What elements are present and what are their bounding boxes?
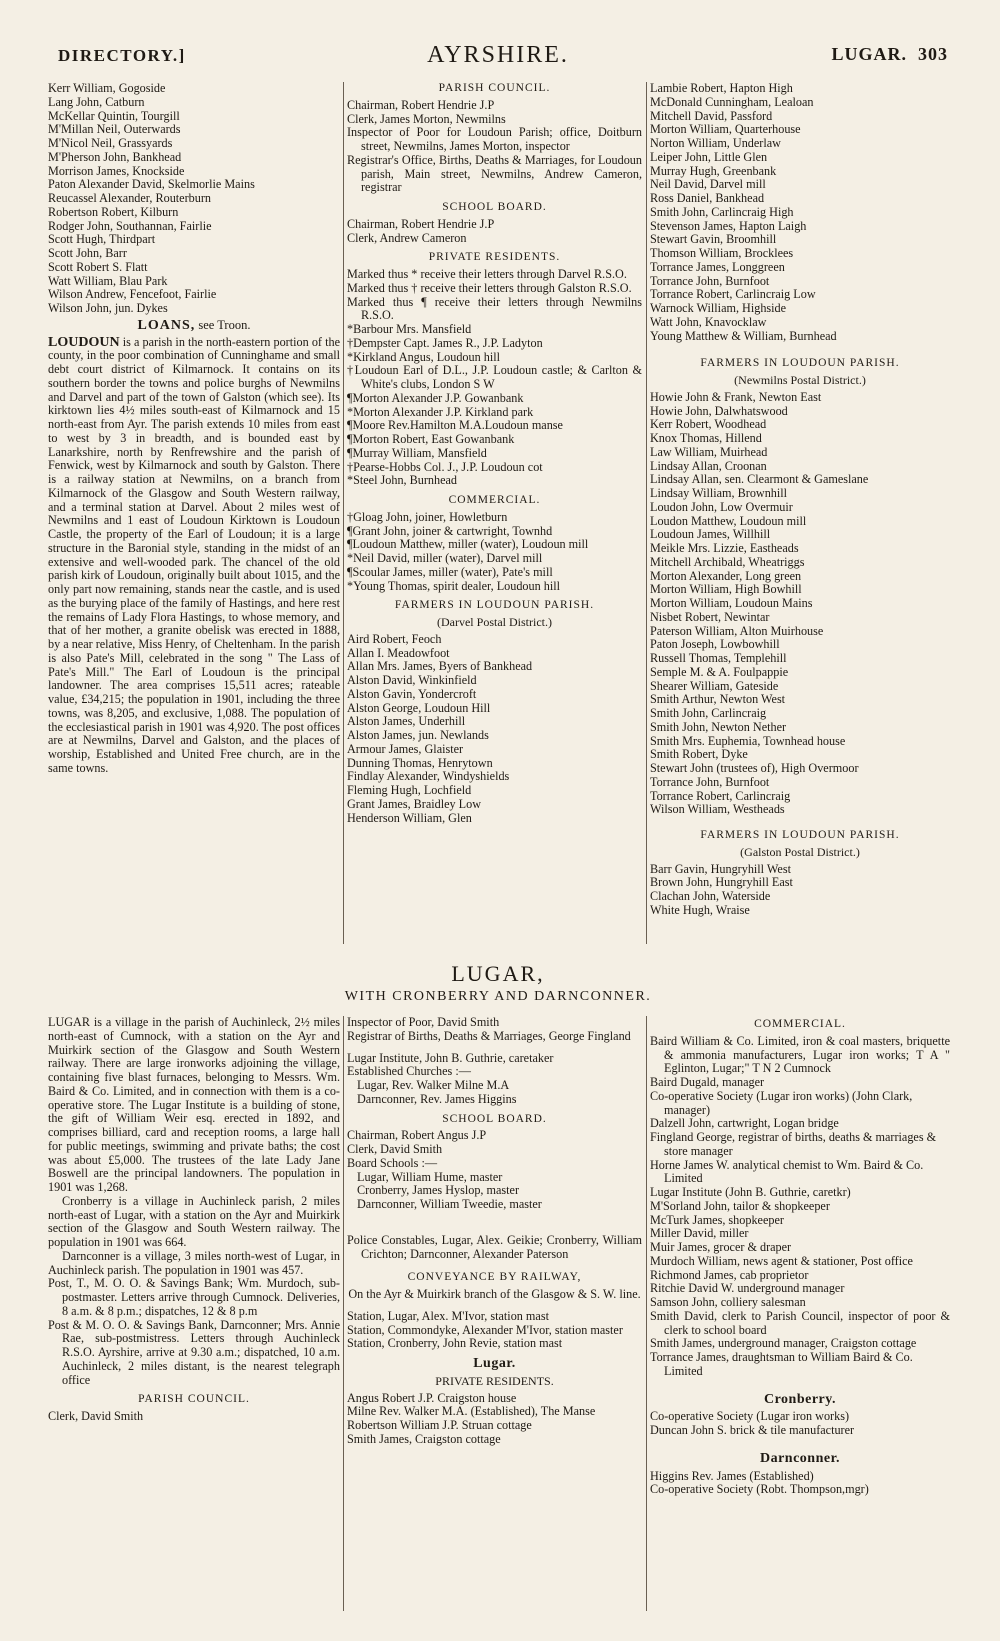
entry: Chairman, Robert Hendrie J.P	[347, 98, 495, 112]
cronberry-description: Cronberry is a village in Auchinleck parish, 2 miles north-east of Lugar, with a station on the Ayr and Muirkirk section of the Glasgow and South Western railway. The population in 1901 was 664.	[48, 1194, 340, 1249]
entry: Wilson William, Westheads	[650, 803, 785, 817]
entry: Semple M. & A. Foulpappie	[650, 665, 789, 679]
entry: Board Schools :—	[347, 1156, 438, 1170]
bottom-column-3	[650, 1016, 950, 1497]
entry: Smith John, Carlincraig	[650, 707, 767, 720]
parish-council-heading: PARISH COUNCIL.	[438, 82, 551, 94]
entry: Samson John, colliery salesman	[650, 1296, 806, 1309]
entry: Lang John, Catburn	[48, 95, 145, 109]
entry: Allan Mrs. James, Byers of Bankhead	[347, 660, 533, 674]
note: Marked thus † receive their letters through Galston R.S.O.	[347, 281, 632, 295]
entry: *Neil David, miller (water), Darvel mill	[347, 552, 543, 565]
farmers-newmilns-subheading: (Newmilns Postal District.)	[734, 374, 866, 387]
farmers-newmilns-heading: FARMERS IN LOUDOUN PARISH.	[700, 357, 900, 370]
entry: Robertson William J.P. Struan cottage	[347, 1419, 532, 1432]
entry: Stewart John (trustees of), High Overmoor	[650, 762, 859, 775]
entry: Clerk, James Morton, Newmilns	[347, 112, 506, 126]
entry: Young Matthew & William, Burnhead	[650, 329, 837, 343]
entry: Allan I. Meadowfoot	[347, 646, 450, 660]
entry: Alston James, jun. Newlands	[347, 729, 489, 742]
entry: ¶Moore Rev.Hamilton M.A.Loudoun manse	[347, 419, 563, 433]
entry: ¶Murray William, Mansfield	[347, 446, 487, 460]
entry: Mitchell Archibald, Wheatriggs	[650, 555, 805, 569]
entry: Norton William, Underlaw	[650, 137, 781, 150]
darnconner-description: Darnconner is a village, 3 miles north-west of Lugar, in Auchinleck parish. The population in 1901 was 457.	[48, 1249, 340, 1277]
entry: Brown John, Hungryhill East	[650, 876, 793, 890]
entry: Torrance Robert, Carlincraig	[650, 789, 791, 803]
entry: Morton William, Loudoun Mains	[650, 597, 813, 610]
darnconner-heading: Darnconner.	[759, 1451, 841, 1466]
entry: ¶Grant John, joiner & cartwright, Townhd	[347, 524, 553, 538]
entry: †Dempster Capt. James R., J.P. Ladyton	[347, 336, 543, 350]
school-board-heading: SCHOOL BOARD.	[442, 201, 547, 213]
entry: Alston George, Loudoun Hill	[347, 701, 491, 715]
header-directory: DIRECTORY.]	[58, 46, 186, 65]
entry: Scott Hugh, Thirdpart	[48, 233, 156, 247]
entry: Clerk, David Smith	[48, 1410, 144, 1423]
entry: Lugar, William Hume, master	[357, 1170, 503, 1184]
entry: Law William, Muirhead	[650, 445, 768, 459]
entry: Inspector of Poor, David Smith	[347, 1016, 500, 1029]
entry: *Kirkland Angus, Loudoun hill	[347, 350, 501, 364]
entry: ¶Scoular James, miller (water), Pate's mill	[347, 565, 553, 579]
entry: M'Pherson John, Bankhead	[48, 150, 182, 164]
farmers-subheading: (Darvel Postal District.)	[437, 616, 552, 629]
entry: Rodger John, Southannan, Fairlie	[48, 219, 212, 233]
entry: Co-operative Society (Lugar iron works)	[650, 1410, 850, 1424]
entry: Torrance John, Burnfoot	[650, 274, 770, 288]
entry: Ross Daniel, Bankhead	[650, 192, 765, 205]
header-county: AYRSHIRE.	[427, 42, 569, 68]
top-column-2	[347, 82, 642, 825]
entry: Grant James, Braidley Low	[347, 797, 482, 811]
lugar-subtitle: WITH CRONBERRY AND DARNCONNER.	[344, 989, 652, 1004]
entry: Nisbet Robert, Newintar	[650, 610, 770, 624]
entry: †Gloag John, joiner, Howletburn	[347, 510, 508, 524]
entry: Torrance James, draughtsman to William Baird & Co. Limited	[650, 1351, 913, 1378]
parish-council-heading: PARISH COUNCIL.	[138, 1393, 250, 1406]
entry: Shearer William, Gateside	[650, 679, 779, 693]
entry: Torrance James, Longgreen	[650, 260, 785, 274]
entry: M'Nicol Neil, Grassyards	[48, 137, 173, 150]
entry: Lambie Robert, Hapton High	[650, 82, 793, 95]
entry: †Pearse-Hobbs Col. J., J.P. Loudoun cot	[347, 460, 543, 474]
entry: Knox Thomas, Hillend	[650, 432, 762, 445]
entry: Dalzell John, cartwright, Logan bridge	[650, 1117, 839, 1131]
entry: Stevenson James, Hapton Laigh	[650, 219, 807, 233]
entry: Cronberry, James Hyslop, master	[357, 1184, 520, 1198]
entry: Morton Alexander, Long green	[650, 569, 802, 583]
entry: Lugar Institute, John B. Guthrie, caretaker	[347, 1051, 554, 1065]
entry: Chairman, Robert Hendrie J.P	[347, 217, 495, 231]
lugar-title: LUGAR,	[451, 961, 545, 986]
entry: Dunning Thomas, Henrytown	[347, 756, 493, 770]
entry: Smith James, underground manager, Craigston cottage	[650, 1337, 917, 1351]
entry: †Loudoun Earl of D.L., J.P. Loudoun castle; & Carlton & White's clubs, London S W	[347, 364, 642, 391]
entry: Aird Robert, Feoch	[347, 632, 442, 646]
entry: Findlay Alexander, Windyshields	[347, 770, 510, 784]
entry: Thomson William, Brocklees	[650, 247, 794, 260]
entry: Morton William, Quarterhouse	[650, 123, 801, 137]
entry: Baird Dugald, manager	[650, 1076, 765, 1089]
entry: Ritchie David W. underground manager	[650, 1282, 845, 1296]
entry: Russell Thomas, Templehill	[650, 652, 787, 665]
entry: Muir James, grocer & draper	[650, 1241, 792, 1254]
entry: Meikle Mrs. Lizzie, Eastheads	[650, 542, 799, 555]
entry: Alston James, Underhill	[347, 715, 466, 729]
cronberry-heading: Cronberry.	[763, 1392, 836, 1407]
bottom-column-1	[48, 1016, 340, 1424]
entry: Smith James, Craigston cottage	[347, 1432, 501, 1446]
entry: Loudoun James, Willhill	[650, 528, 771, 542]
loudoun-lead: LOUDOUN	[48, 335, 120, 350]
post-office-darnconner: Post & M. O. O. & Savings Bank, Darnconner; Mrs. Annie Rae, sub-postmistress. Letters through Auchinleck R.S.O. Ayrshire, arrive at 9.30 a.m.; dispatched, 10 a.m. Auchinleck, 2 miles distant, is the nearest telegraph office	[48, 1318, 340, 1387]
commercial-heading: COMMERCIAL.	[448, 494, 541, 506]
entry: Lugar, Rev. Walker Milne M.A	[357, 1079, 510, 1092]
entry: *Young Thomas, spirit dealer, Loudoun hill	[347, 579, 561, 593]
entry: Clerk, David Smith	[347, 1143, 443, 1156]
entry: Armour James, Glaister	[347, 742, 464, 756]
entry: *Steel John, Burnhead	[347, 474, 458, 488]
entry: Reucassel Alexander, Routerburn	[48, 192, 211, 205]
entry: Howie John, Dalwhatswood	[650, 404, 788, 418]
entry: Horne James W. analytical chemist to Wm. Baird & Co. Limited	[650, 1158, 924, 1186]
top-column-1	[48, 82, 340, 776]
entry: Richmond James, cab proprietor	[650, 1268, 809, 1282]
entry: ¶Morton Alexander J.P. Gowanbank	[347, 391, 524, 405]
entry: Howie John & Frank, Newton East	[650, 390, 822, 404]
entry: Morton William, High Bowhill	[650, 583, 802, 597]
lugar-subheading: Lugar.	[473, 1357, 516, 1371]
entry: Baird William & Co. Limited, iron & coal masters, briquette & ammonia manufacturers, Lugar iron works; T A " Eglinton, Lugar;" T N 2 Cumnock	[650, 1034, 950, 1076]
entry: Clerk, Andrew Cameron	[347, 231, 467, 245]
entry: Watt John, Knavocklaw	[650, 315, 767, 329]
loudoun-description: LOUDOUN is a parish in the north-eastern portion of the county, in the poor combination of Cunninghame and small debt court district of Kilmarnock. It contains on its southern border the towns and police burghs of Newmilns and Darvel and part of the town of Galston (which see). Its kirktown lies 4½ miles south-east of Kilmarnock and 15 north-east from Ayr. The parish extends 10 miles from east to west by 3 in breadth, and is bounded east by Lanarkshire, north by Renfrewshire and the parish of Fenwick, west by Kilmarnock and south by Galston. There is a railway station at Newmilns, on a branch from Kilmarnock of the Glasgow and South Western railway, and a terminal station at Darvel. About 2 miles west of Newmilns and 1 east of Loudoun Kirktown is Loudoun Castle, the property of the Earl of Loudoun; it is a large structure in the Baronial style, standing in the midst of an extensive and well-wooded park. The chancel of the old parish kirk of Loudoun, originally built about 1015, and the only part now remaining, stands near the castle, and is used as the burying place of the family of Hastings, and here rest the remains of Lady Flora Hastings, to whose memory, and that of her mother, a granite obelisk was erected in 1888, by a near relative, Miss Henry, of Cheltenham. In the parish is also Pate's Mill, celebrated in the song " The Lass of Pate's Mill." The Earl of Loudoun is the principal landowner. The area comprises 15,511 acres; rateable value, £34,215; the population in 1901, including the three towns, was 8,205, and exclusive, 1,088. The population of the ecclesiastical parish in 1901 was 4,920. The post offices are at Newmilns, Darvel and Galston, and the places of worship, Established and United Free church, are in the same towns.	[48, 335, 340, 775]
entry: Torrance John, Burnfoot	[650, 775, 770, 789]
entry: Lindsay Allan, Croonan	[650, 459, 767, 473]
entry: White Hugh, Wraise	[650, 903, 750, 917]
entry: Paton Alexander David, Skelmorlie Mains	[48, 178, 255, 192]
header-place-page: LUGAR. 303	[831, 44, 948, 64]
farmers-galston-heading: FARMERS IN LOUDOUN PARISH.	[700, 829, 900, 841]
entry: Wilson John, jun. Dykes	[48, 302, 168, 315]
entry: Clachan John, Waterside	[650, 890, 771, 903]
entry: Miller David, miller	[650, 1227, 749, 1241]
entry: Watt William, Blau Park	[48, 274, 168, 288]
entry: Paterson William, Alton Muirhouse	[650, 624, 824, 638]
entry: Co-operative Society (Lugar iron works) (John Clark, manager)	[650, 1089, 913, 1117]
post-office-lugar: Post, T., M. O. O. & Savings Bank; Wm. Murdoch, sub-postmaster. Letters arrive through Cumnock. Deliveries, 8 a.m. & 8 p.m.; dispatches, 12 & 8 p.m	[48, 1277, 340, 1318]
entry: Station, Lugar, Alex. M'Ivor, station mast	[347, 1309, 549, 1323]
entry: Station, Commondyke, Alexander M'Ivor, station master	[347, 1323, 623, 1337]
entry: Kerr William, Gogoside	[48, 82, 166, 95]
entry: Smith John, Newton Nether	[650, 720, 787, 734]
entry: Henderson William, Glen	[347, 811, 472, 825]
entry: Angus Robert J.P. Craigston house	[347, 1391, 517, 1405]
entry: Morrison James, Knockside	[48, 164, 185, 178]
entry: Established Churches :—	[347, 1065, 471, 1079]
note: Marked thus ¶ receive their letters through Newmilns R.S.O.	[347, 295, 642, 323]
entry: Loudon Matthew, Loudoun mill	[650, 514, 807, 528]
private-residents-heading: PRIVATE RESIDENTS.	[428, 251, 561, 264]
entry: Fingland George, registrar of births, deaths & marriages & store manager	[650, 1131, 937, 1158]
entry: Warnock William, Highside	[650, 302, 787, 315]
commercial-heading: COMMERCIAL.	[754, 1018, 846, 1030]
entry: Lugar Institute (John B. Guthrie, caretkr)	[650, 1186, 851, 1199]
entry: Fleming Hugh, Lochfield	[347, 784, 472, 797]
column-rule	[646, 82, 647, 944]
entry: Stewart Gavin, Broomhill	[650, 233, 777, 247]
entry: *Morton Alexander J.P. Kirkland park	[347, 405, 534, 419]
column-rule	[343, 82, 344, 944]
entry: Kerr Robert, Woodhead	[650, 418, 767, 432]
entry: Duncan John S. brick & tile manufacturer	[650, 1424, 855, 1437]
entry: Milne Rev. Walker M.A. (Established), The Manse	[347, 1405, 596, 1419]
entry: Smith Arthur, Newton West	[650, 693, 786, 707]
entry: McTurk James, shopkeeper	[650, 1213, 784, 1227]
entry: Smith Mrs. Euphemia, Townhead house	[650, 734, 846, 748]
school-board-heading: SCHOOL BOARD.	[442, 1112, 547, 1125]
entry: Robertson Robert, Kilburn	[48, 205, 179, 219]
entry: McDonald Cunningham, Lealoan	[650, 95, 814, 109]
entry: Paton Joseph, Lowbowhill	[650, 638, 780, 652]
entry: Higgins Rev. James (Established)	[650, 1469, 814, 1483]
entry: Station, Cronberry, John Revie, station mast	[347, 1337, 563, 1351]
private-residents-heading: PRIVATE RESIDENTS.	[435, 1374, 554, 1388]
column-rule	[343, 1016, 344, 1611]
entry: M'Sorland John, tailor & shopkeeper	[650, 1199, 830, 1213]
entry: Smith David, clerk to Parish Council, inspector of poor & clerk to school board	[650, 1309, 950, 1337]
entry: Murray Hugh, Greenbank	[650, 164, 777, 178]
entry: Lindsay Allan, sen. Clearmont & Gameslane	[650, 473, 869, 487]
entry: Smith John, Carlincraig High	[650, 205, 794, 219]
entry: M'Millan Neil, Outerwards	[48, 123, 181, 137]
entry: ¶Morton Robert, East Gowanbank	[347, 433, 515, 446]
farmers-heading: FARMERS IN LOUDOUN PARISH.	[394, 599, 595, 612]
entry: Registrar of Births, Deaths & Marriages, George Fingland	[347, 1029, 631, 1043]
entry: Scott John, Barr	[48, 247, 127, 260]
entry: Darnconner, Rev. James Higgins	[357, 1092, 517, 1106]
entry: Leiper John, Little Glen	[650, 150, 768, 164]
entry: Scott Robert S. Flatt	[48, 260, 148, 274]
entry: Murdoch William, news agent & stationer, Post office	[650, 1254, 913, 1268]
lugar-description: LUGAR is a village in the parish of Auchinleck, 2½ miles north-east of Cumnock, with a station on the Ayr and Muirkirk section of the Glasgow and South Western railway. There are large ironworks adjoining the village, containing five blast furnaces, belonging to Messrs. Wm. Baird & Co. Limited, and in connection with them is a co-operative store. The Lugar Institute is a building of stone, the gift of William Weir esq. erected in 1892, and comprises billiard, card and reception rooms, a large hall for public meetings, swimming and private baths; the cost was about £5,000. The trustees of the late Lady Jane Boswell are the principal landowners. The population in 1901 was 1,268.	[48, 1016, 340, 1194]
page-header	[48, 42, 948, 72]
column-rule	[646, 1016, 647, 1611]
bottom-column-2	[347, 1016, 642, 1447]
entry: Alston David, Winkinfield	[347, 674, 477, 687]
conveyance-subheading: On the Ayr & Muirkirk branch of the Glasgow & S. W. line.	[348, 1288, 641, 1301]
entry: Lindsay William, Brownhill	[650, 487, 788, 500]
entry: Co-operative Society (Robt. Thompson,mgr)	[650, 1483, 869, 1497]
loans-heading: LOANS, see Troon.	[137, 318, 251, 333]
top-column-3	[650, 82, 950, 918]
entry: ¶Loudoun Matthew, miller (water), Loudoun mill	[347, 538, 589, 552]
entry: Barr Gavin, Hungryhill West	[650, 862, 791, 876]
conveyance-heading: CONVEYANCE BY RAILWAY,	[407, 1271, 582, 1284]
entry: Smith Robert, Dyke	[650, 748, 748, 762]
farmers-galston-subheading: (Galston Postal District.)	[740, 845, 860, 859]
entry: McKellar Quintin, Tourgill	[48, 109, 180, 123]
lugar-section-heading	[48, 961, 948, 1005]
entry: Alston Gavin, Yondercroft	[347, 687, 477, 701]
entry: Loudon John, Low Overmuir	[650, 500, 793, 514]
entry: Mitchell David, Passford	[650, 109, 773, 123]
entry: *Barbour Mrs. Mansfield	[347, 323, 472, 336]
entry: Neil David, Darvel mill	[650, 178, 766, 192]
entry: Chairman, Robert Angus J.P	[347, 1129, 487, 1143]
entry: Torrance Robert, Carlincraig Low	[650, 288, 816, 302]
entry: Inspector of Poor for Loudoun Parish; office, Doitburn street, Newmilns, James Morton, inspector	[347, 126, 642, 153]
entry: Darnconner, William Tweedie, master	[357, 1198, 542, 1211]
note: Marked thus * receive their letters through Darvel R.S.O.	[347, 268, 627, 281]
entry: Registrar's Office, Births, Deaths & Marriages, for Loudoun parish, Main street, Newmilns, Andrew Cameron, registrar	[347, 153, 642, 195]
police-constables: Police Constables, Lugar, Alex. Geikie; Cronberry, William Crichton; Darnconner, Alexander Paterson	[347, 1233, 642, 1261]
entry: Wilson Andrew, Fencefoot, Fairlie	[48, 288, 217, 302]
